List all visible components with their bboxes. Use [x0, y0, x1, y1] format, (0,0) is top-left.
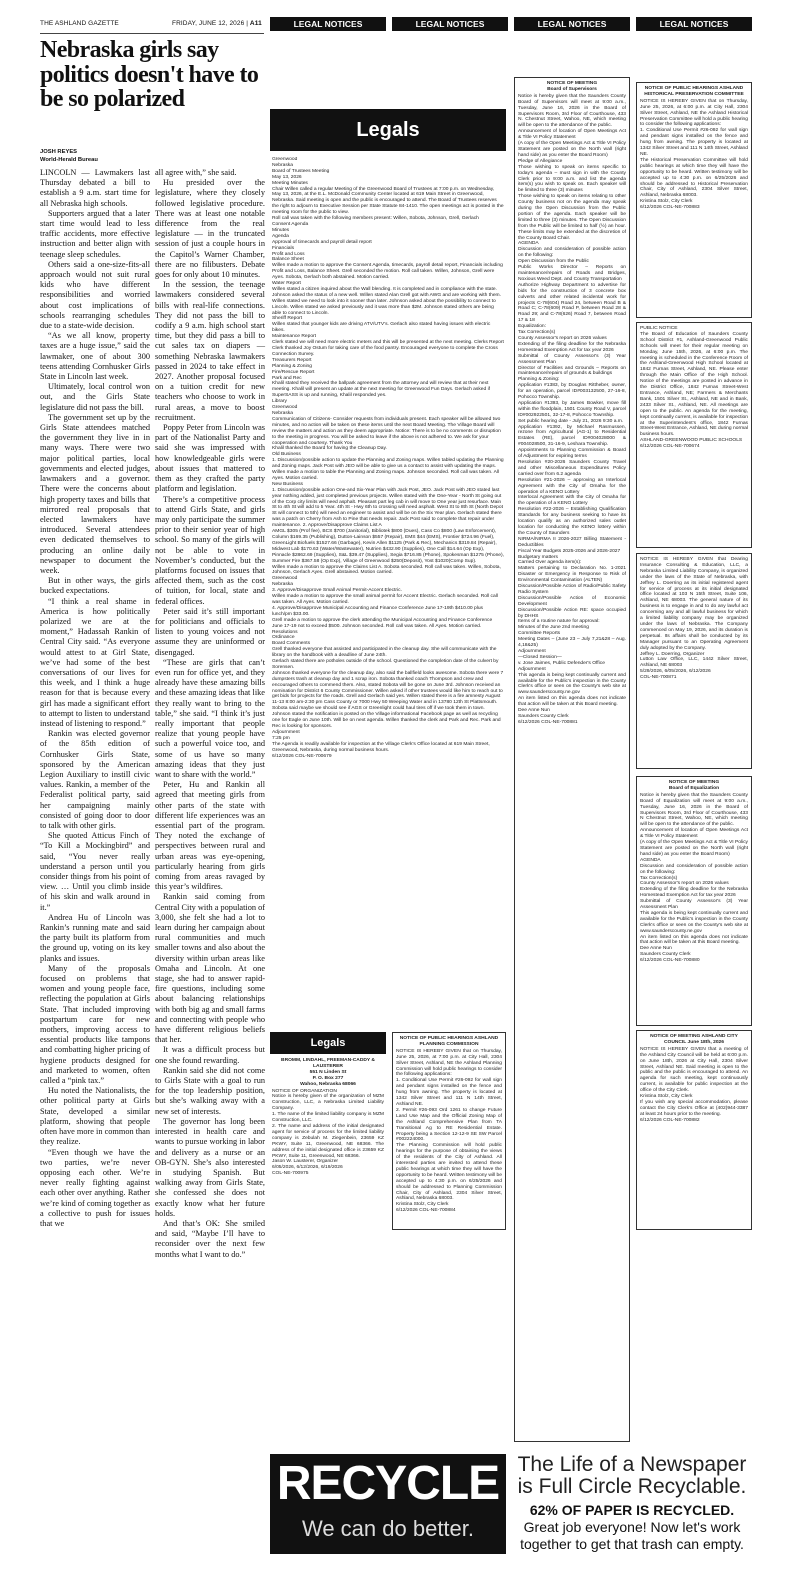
article-paragraph: Andrea Hu of Lincoln was Rankin’s running mate and said the party built its platform from the ground up, voting on its key planks and issues. — [40, 912, 150, 963]
recycle-ad — [270, 1454, 506, 1554]
article-paragraph: She quoted Atticus Finch of “To Kill a Mockingbird” and said, “You never really understand a person until you consider things from his point of view. … Until you climb inside of his skin and walk around in it.” — [40, 831, 150, 912]
notice-text: PUBLIC NOTICE The Board of Education of Saunders County School District #1, Ashland-Greenwood Public Schools will meet for their regular meeting on Monday, June 15th, 2026, at 6:00 p.m. The meeting is scheduled in the Conference Room of the Ashland-Greenwood High School located at 1842 Furnas Street, Ashland, NE. Please enter through the Main Office of the High School. Notice of the meetings are posted in advance in the District Office, 1842 Furnas Street-West Entrance, Ashland, NE; Farmers & Merchants Bank, 1501 Silver St., Ashland, NE and in Bank, 2433 Silver St., Ashland, NE. All meetings are open to the public. An agenda for the meeting, kept continually current, is available for inspection at the Superintendent's office, 1842 Furnas Street-West Entrance, Ashland, NE during normal business hours. ASHLAND-GREENWOOD PUBLIC SCHOOLS 6/12/2026 COL-NE-700674 — [640, 326, 748, 450]
article-paragraph: There’s a competitive process to attend Girls State, and girls may only participate the summer prior to their senior year of high school. So many of the girls will not be able to vote in November’s conducted, but the platforms focused on issues that affected them, such as the cost of tuition, for local, state and federal offices. — [155, 494, 265, 606]
article-paragraph: Ultimately, local control won out, and the Girls State legislature did not pass the bill. — [40, 382, 150, 412]
saunders-supervisors-notice — [514, 77, 630, 1442]
author: JOSH REYES — [40, 149, 78, 155]
dearing-llc-notice — [636, 553, 752, 769]
notice-text: Notice is hereby given that the Saunders County Board of Equalization will meet at 9:00 a.m., Tuesday, June 16, 2026 in the Board of Supervisors Room, 3rd Floor of Courthouse, 433 N Chestnut Street, Wahoo, NE, which meeting will be open to the attendance of the public. Announcement of location of Open Meetings Act & Title VI Policy Statement (A copy of the Open Meetings Act & Title VI Policy Statement are posted on the North wall (right hand side) as you enter the Board Room) AGENDA Discussion and consideration of possible action on the following: Tax Correction(s) County Assessor's report on 2026 values Extending of the filing deadline for the Nebraska Homestead Exemption Act for tax year 2026 Submittal of County Assessor's (3) Year Assessment Plan This agenda is being kept continually current and available for the Public's inspection in the County Clerk's office or seen on the County's web site at www.saunderscounty.ne.gov An item listed on this agenda does not indicate that action will be taken at this Board meeting. Dee Anne Nun Saunders County Clerk 6/12/2026 COL-NE-700880 — [640, 792, 748, 964]
equalization-notice — [636, 776, 752, 1026]
bureau: World-Herald Bureau — [40, 156, 98, 163]
notice-title: BROMM, LINDAHL, FREEMAN-CADDY & LAUSTERER 551 N Linden St P. O. Box 277 Wahoo, Nebraska 68066 — [281, 1058, 375, 1087]
article-paragraph: It was a difficult process but one she found rewarding. — [155, 1045, 265, 1065]
article-paragraph: In the session, the teenage lawmakers considered several bills with real-life connections. They did not pass the bill to codify a 9 a.m. high school start time, but they did pass a bill to cut sales tax on diapers — something Nebraska lawmakers passed in 2024 to take effect in 2027. Another proposal focused on a tuition credit for new teachers who choose to work in rural areas, a move to boost recruitment. — [155, 280, 265, 422]
notice-text: NOTICE IS HEREBY GIVEN that on Thursday, June 25, 2026, at 7:00 p.m. at City Hall, 2304 Silver Street, Ashland, NE the Ashland Planning Commission will hold public hearings to consider the following applications: 1. Conditional Use Permit #26-092 for wall sign and pendant signs installed on the fence and hung from awning. The property is located at 1342 Silver Street and 111 N 14th Street, Ashland NE. 2. Permit #26-093 Ord 1261 to change Future Land Use Map and the Official Zoning Map of the Ashland Comprehensive Plan from TA Transitional Ag to RE Residential Estate. Property being a Section 12-12-9 SE SW Parcel #002224000. The Planning Commission will hold public hearings for the purpose of obtaining the views of the residents of the City of Ashland. All interested parties are invited to attend these public hearings at which time they will have the opportunity to be heard. Written testimony will be accepted up to 4:30 p.m. on 6/25/2026 and should be addressed to Planning Commission Chair, City of Ashland, 2304 Silver Street, Ashland, Nebraska 68003. Kristina Stolz, City Clerk 6/12/2026 COL-NE-700884 — [396, 1048, 502, 1214]
article-paragraph: “These are girls that can’t even run for office yet, and they already have these amazing bills and these amazing ideas that like they really want to bring to the table,” she said. “I think it’s just really important that people realize that young people have such a powerful voice too, and some of us have so many amazing ideas that they just want to share with the world.” — [155, 657, 265, 779]
historical-preservation-notice — [636, 82, 752, 318]
notice-text: Greenwood Nebraska Board of Trustees Meeting May 13, 2026 Meeting Minutes Chair Willen called a regular Meeting of the Greenwood Board of Trustees at 7:00 p.m. on Wednesday, May 13, 2026, at the E.L. McDonald Community Center located at 619 Main Street in Greenwood, Nebraska. Said meeting is open and the public is encouraged to attend. The Board of Trustees reserves the right to adjourn to Executive Session per State Statute 84-1410. The open meetings act is posted in the meeting room for the public to view. Roll call was taken with the following members present: Willen, Sobota, Johnson, Grell, Gerlach Consent Agenda Minutes Agenda Approval of timecards and payroll detail report Financials Profit and Loss Balance Sheet Willen made a motion to approve the Consent Agenda, timecards, payroll detail report, Financials including Profit and Loss, Balance Sheet. Grell seconded the motion. Roll call taken. Willen, Johnson, Grell were Ayes. Sobota, Gerlach both abstained. Motion carried. Water Report Willen stated a citizen inquired about the Wall blending. It is completed and in compliance with the state. Johnson asked the status of a new well. Willen stated Alan Grell got with AWG and are working with them. Willen stated we need to look into it sooner than later. Johnson asked about the possibility to connect to Lincoln. Willen stated we asked previously and it was more than $2M. Johnson stated others are being able to connect to Lincoln. Sheriff Report Willen stated that younger kids are driving ATV/UTV's. Gerlach also stated having issues with electric bikes. Maintenance Report Clerk stated we will need more electric meters and this will be presented at the next meeting. Clerks Report Clerk thanked Joy Ostum for taking care of the food pantry. Encouraged everyone to complete the Cross Connection Survey. Treasurers Report Planning & Zoning Fire/Rescue Report Park and Rec Khalil stated they received the ballpark agreement from the attorney and will review that at their next meeting. Khalil will present an update at the next meeting for Greenwood Fun Days. Gerlach asked if SuperSASS is up and running, Khalil responded yes. Library Greenwood Nebraska Communication of Citizens- Consider requests from individuals present. Each speaker will be allowed two minutes, and no action will be taken on these items until the next Board Meeting. The Village Board will review the matters and action as they deem appropriate. Notice: There is to be no comments or disruption to the meeting in progress. You will be asked to leave if the above is not adhered to. We ask for your cooperation and courtesy. Thank You Khalil thanked the Board for having the Cleanup Day. Old Business 1. Discussion/possible action to update the Planning and Zoning maps. Willen tabled updating the Planning and Zoning maps. Jack Post with JEO will be able to give us a contact to assist with updating the maps. Willen made a motion to table the Planning and Zoning maps. Johnson seconded. Roll call was taken. All Ayes. Motion carried. New Business 1. Discussion/possible action One-and Six-Year Plan with Jack Post, JEO. Jack Post with JEO stated last year nothing added, just completed previous projects. Willen stated with the One-Year - North St going out of the Corp city limits will need asphalt. Pleasant part leg cab in will move to One year just resurface. Main St to 4th St will add to 5 Year. 4th St - Hwy 6th to crossing will need asphalt. West St to 8th St (North Depot St will connect to 5th) will need an engineer to assist and will be on the Six Year plan. Gerlach stated there was a patch on Cherry from Ash to Pine that needs repair. Jack Post said to complete that repair under maintenance. 2. Approve/Disapprove Claims List A AMGL $305 (Prof fee), BCS $700 (Janitorial), Bibliotek $800 (Dues), Cass Co $800 (Law Enforcement), Column $169.35 (Publishing), Dutton-Lainson $557 (Repair), EMS $44 (EMS), Frontier $724.96 (Fuel), GreenLight Biofuels $1527.66 (Garbage), Kevin Allen $1125 (Park & Rec), Mechanics $319.84 (Repair), Midwest Lab $170.63 (Water/Wastewater), Nutrien $432.90 (Supplies), One Call $14.64 (Op Exp), Pinnacle $2862.69 (Supplies), S&L $39.47 (Supplies), Segia $716.85 (Phone), Spokesman $1275 (Phone), Summer Fire $367.58 (Op Exp), Village of Greenwood $250(Deposit), Yost $1020(Comp Sup). Willen made a motion to approve the Claims List A. Sobota seconded. Roll call was taken. Willen, Sobota, Johnson, Gerlach Ayes. Grell abstained. Motion carried. Greenwood Nebraska 3. Approve/Disapprove Small Animal Permit-Accent Electric. Willen made a motion to approve the small animal permit for Accent Electric. Gerlach seconded. Roll call was taken. All Ayes. Motion carried. 4. Approve/Disapprove Municipal Accounting and Finance Conference June 17-19th $410.00 plus lunch/pm $33.00. Grell made a motion to approve the clerk attending the Municipal Accounting and Finance Conference June 17-19 not to exceed $500. Johnson seconded. Roll call was taken. All Ayes. Motion carried. Resolutions Ordinance Board Comments Grell thanked everyone that assisted and participated in the cleanup day. She will communicate with the library on the handbook with a deadline of June 24th. Gerlach stated there are potholes outside of the school. Questioned the completion date of the culvert by Sorensen. Johnson thanked everyone for the cleanup day, also said the ballfield looks awesome. Sobota there were 7 dumpsters trash at cleanup day and 1 scrap iron. Sobota thanked coach Thompson and crew and encouraged others to commend them. Also, stated Sobota will be gone on June 3rd. Johnson received an nomination for District 6 County Commissioner. Willen asked if other trustees would like him to reach out to get bids for projects for the roads. Grell and Gerlach said yes. Willen stated there is a fire amnesty August 11-13 8:00 am-2:30 pm Cass County or 7000 Hwy 50 Weeping Water and in 13780 12th St Plattsmouth. Sobota said maybe we should see if AGS or Greenlight could haul tires off if we took them in town. Johnson stated the notification is posted on the Village informational Facebook page as well as recycling one for Eagle on June 10th. Will be on next agenda. Willen thanked the clerk and Park and Rec. Park and Rec is looking for sponsors. Adjournment 7:25 pm The Agenda is readily available for inspection at the Village Clerk's Office located at 619 Main Street, Greenwood, Nebraska, during normal business hours. 6/12/2026 COL-NE-700679 — [272, 157, 504, 759]
legal-notices-band: LEGAL NOTICES — [392, 17, 508, 31]
legals-heading: Legals — [270, 109, 506, 151]
article-paragraph: Peter, Hu and Rankin all agreed that meeting girls from other parts of the state with different life experiences was an essential part of the program. They noted the exchange of perspectives between rural and urban areas was eye-opening, particularly hearing from girls coming from areas ravaged by this year’s wildfires. — [155, 780, 265, 892]
notice-title: NOTICE OF MEETING Board of Supervisors — [546, 81, 598, 92]
newspaper-recycle-ad — [511, 1454, 753, 1554]
article-paragraph: Rankin said she did not come to Girls State with a goal to run for the top leadership position, but she’s walking away with a new set of interests. — [155, 1065, 265, 1116]
article-paragraph: The governor has long been interested in health care and wants to pursue working in labor and delivery as a nurse or an OB-GYN. She’s also interested in studying Spanish. But walking away from Girls State, she confessed she does not exactly know what her future holds. — [155, 1116, 265, 1218]
article-paragraph: And that’s OK: She smiled and said, “Maybe I’ll have to reconsider over the next few months what I want to do.” — [155, 1218, 265, 1259]
mzm-organization-notice — [272, 1058, 384, 1230]
page-number: A11 — [249, 20, 262, 27]
article-paragraph: Rankin was elected governor of the 85th edition of Cornhusker Girls State, sponsored by the American Legion Auxiliary to instill civic values. Rankin, a member of the Federalist political party, said her campaigning mainly consisted of going door to door to talk with other girls. — [40, 729, 150, 830]
article-paragraph: all agree with,” she said. — [155, 168, 237, 177]
article-paragraph: Others said a one-size-fits-all approach would not suit rural kids who have different responsibilities and worried about cost implications of schools rearranging schedules due to a state-wide decision. — [40, 259, 150, 331]
paper-name: THE ASHLAND GAZETTE — [40, 20, 119, 27]
article-paragraph: Peter said it’s still important for politicians and officials to listen to young voices and not assume they are uninformed or disengaged. — [155, 606, 265, 657]
article-paragraph: “Even though we have the two parties, we’re never opposing each other. We’re never really fighting against each other over anything. Rather we’re kind of coming together as a collective to push for issues that we — [40, 1147, 150, 1228]
ashland-planning-hearing-notice — [392, 1032, 506, 1230]
byline — [40, 149, 152, 164]
article-paragraph: But in other ways, the girls bucked expectations. — [40, 576, 150, 596]
recycle-tagline: We can do better. — [301, 1516, 475, 1541]
article-paragraph: Supporters argued that a later start time would lead to less traffic accidents, more effective instruction and better align with teenage sleep schedules. — [40, 208, 150, 259]
city-council-notice — [636, 1030, 752, 1230]
ad-stat: 62% OF PAPER IS RECYCLED. — [529, 1502, 735, 1518]
notice-text: NOTICE IS HEREBY GIVEN that on Thursday, June 25, 2026, at 6:00 p.m. at City Hall, 2304 Silver Street, Ashland, NE the Ashland Historical Preservation Committee will hold a public hearing to consider the following applications: 1. Conditional Use Permit #26-092 for wall sign and pendant signs installed on the fence and hung from awning. The property is located at 1342 Silver Street and 111 N 14th Street, Ashland NE. The Historical Preservation Committee will hold public hearings at which time they will have the opportunity to be heard. Written testimony will be accepted up to 4:30 p.m. on 6/25/2026 and should be addressed to Historical Preservation Chair, City of Ashland, 2304 Silver Street, Ashland, Nebraska 68003. Kristina Stolz, City Clerk 6/12/2026 COL-NE-700883 — [640, 98, 748, 211]
school-board-notice — [636, 322, 752, 548]
notice-text: NOTICE OF ORGANIZATION Notice is hereby given of the organization of MZM Construction, LLC, a Nebraska Limited Liability Company. 1. The name of the limited liability company is MZM Construction, LLC. 2. The name and address of the initial designated agent for service of process for the limited liability company is Zebulah M. Ziegenbein, 23659 KZ PKWY, Suite 11, Greenwood, NE 68366. The address of the initial designated office is 23659 KZ PKWY, Suite 11, Greenwood, NE 68366. Jason W. Lausterer, Organizer 6/05/2026, 6/12/2026, 6/19/2026 COL-NE-700975 — [272, 1088, 384, 1177]
article-paragraph: “As we all know, property taxes are a huge issue,” said the lawmaker, one of about 300 teens attending Cornhusker Girls State in Lincoln last week. — [40, 331, 150, 382]
recycle-headline: RECYCLE — [276, 1457, 500, 1510]
article-column-2 — [155, 168, 265, 1260]
notice-text: NOTICE IS HEREBY GIVEN that Dearing Insurance Consulting & Education, LLC, a Nebraska Limited Liability Company, is organized under the laws of the State of Nebraska, with Jeffrey L. Doerring as its initial registered agent for service of process at its initial designated office located at 103 N 15th Street, Suite 106, Ashland, NE 68003. The general nature of its business is to engage in and to do any lawful act concerning any and all lawful business for which a limited liability company may be organized under the laws of Nebraska. The Company commenced on May 19, 2026, and its duration is perpetual. Its affairs shall be conducted by its Manager pursuant to an Operating Agreement duly adopted by the Company. Jeffrey L. Doerring, Organizer Lutton Law Office, LLC, 1442 Silver Street, Ashland, NE 68003 5/29/2026, 6/05/2026, 6/12/2026 COL-NE-700871 — [640, 557, 748, 681]
article-paragraph: Hu presided over the legislature, where they closely followed legislative procedure. There was at least one notable difference from the real legislature — in the truncated session of just a couple hours in the Capitol’s Warner Chamber, there are no filibusters. Debate goes for only about 10 minutes. — [155, 178, 265, 280]
notice-text: Notice is hereby given that the Saunders County Board of Supervisors will meet at 9:00 a.m., Tuesday, June 16, 2026 in the Board of Supervisors Room, 3rd Floor of Courthouse, 433 N. Chestnut Street, Wahoo, NE, which meeting will be open to the attendance of the public. Announcement of location of Open Meetings Act & Title VI Policy Statement (A copy of the Open Meetings Act & Title VI Policy Statement are posted on the North wall (right hand side) as you enter the Board Room) Pledge of Allegiance Those wishing to speak on items specific to today's agenda – must sign in with the County Clerk prior to 9:00 a.m. and list the agenda item(s) you wish to speak on. Each speaker will be limited to three (3) minutes Those wishing to speak on items relating to other County business not on the agenda may speak during the Open Discussion from the Public portion of the agenda. Each speaker will be limited to three (3) minutes. The Open Discussion from the Public will be limited to half (½) an hour. These limits may be extended at the discretion of the County Board Chair. AGENDA Discussion and consideration of possible action on the following: Open Discussion from the Public Public Works Director – Reports on maintenance/repairs of Roads and Bridges, Noxious Weed Dept. and County Transportation Authorize Highway Department to advertise for bids for the construction of 3 concrete box culverts and other related incidental work for projects C-78(604) Road 24, between Road B & Road C; C-78(609) Road P, between Road 28 & Road 29; and C-78(626) Road 7, between Road 17 & 18 Equalization: Tax Correction(s) County Assessor's report on 2026 values Extending of the filing deadline for the Nebraska Homestead Exemption Act for tax year 2026 Submittal of County Assessor's (3) Year Assessment Plan Director of Facilities and Grounds – Reports on maintenance/repairs of grounds & buildings Planning & Zoning: Application #1383, by Douglas Rittheber, owner, for an operation, parcel ID#003132500, 27-16-8, Pohocco Township. Application #1393, by James Bowker, move fill within the floodplain, 1501 County Road V, parcel ID#002922501, 32-17-8, Pohocco Township. Set public hearing date - July 21, 2026 9:30 a.m. Application #1392, by Michael Rasmussen, rezone from Agricultural (AG-1) to Residential Estates (RE), parcel ID#004028000 & #004028500, 31-16-9, Leshara Township. Appointments to Planning Commission & Board of Adjustment for expiring terms Resolution #20-2026 Saunders County Travel and other Miscellaneous Expenditures Policy carried over from 6.2 agenda Resolution #21-2026 – approving an Interlocal Agreement with the City of Omaha for the operation of a KENO Lottery Interlocal Agreement with the City of Omaha for the operation of a KENO Lottery Resolution #22-2026 – Establishing Qualification Standards for any business seeking to have its location qualify as an authorized sales outlet location for conducting the KENO lottery within the County of Saunders NIRMA/NIRMA II 2026-2027 Billing Statement - Deductibles Fiscal Year Budgets 2025-2026 and 2026-2027 Budgetary matters Carried Over agenda item(s): Matters pertaining to Declaration No. 1-2021 Disaster or Emergency in Response to Risk of Environmental Contamination (ALTEN) Discussion/Possible Action of Radio/Public Safety Radio System Discussion/Possible Action of Economic Development Discussion/Possible Action RE: space occupied by DHHS Items of a routine nature for approval: Minutes of the June 2nd meeting Committee Reports Meeting Dates – (June 23 – July 7,21&28 – Aug. 4,18&25) Adjournment —Closed Session— v. Jose Jaimes, Public Defender's Office Adjournment This agenda is being kept continually current and available for the Public's inspection in the County Clerk's office or seen on the County's web site at www.saunderscounty.ne.gov An item listed on this agenda does not indicate that action will be taken at this Board meeting. Dee Anne Nun Saunders County Clerk 6/12/2026 COL-NE-700881 — [518, 93, 626, 725]
article-paragraph: Many of the proposals focused on problems that women and young people face, reflecting the population at Girls State. That included improving postpartum care for new mothers, improving access to essential products like tampons and combatting higher pricing of hygiene products designed for and marketed to women, often called a “pink tax.” — [40, 963, 150, 1086]
ad-message: Great job everyone! Now let's work together to get that trash can empty. — [520, 1519, 744, 1552]
article-paragraph: Poppy Peter from Lincoln was part of the Nationalist Party and said she was impressed with how knowledgeable girls were about issues that mattered to them as they crafted the party platform and legislation. — [155, 423, 265, 494]
header-rule — [40, 33, 264, 34]
article-paragraph: Rankin said coming from Central City with a population of 3,000, she felt she had a lot to learn during her campaign about rural communities and much smaller towns and also about the diversity within urban areas like Omaha and Lincoln. At one stage, she had to answer rapid-fire questions, including some about balancing relationships with both big ag and small farms and connecting with people who have different religious beliefs that her. — [155, 892, 265, 1045]
notice-title: NOTICE OF PUBLIC HEARINGS ASHLAND PLANNING COMMISSION — [399, 1036, 499, 1047]
issue-date: FRIDAY, JUNE 12, 2026 — [172, 20, 245, 27]
legal-notices-band: LEGAL NOTICES — [270, 17, 386, 31]
article-paragraph: “I think a real shame in America is how politically polarized we are at the moment,” Hadassah Rankin of Central City said. “As everyone would attest to at Girl State, we’ve had some of the best conversations of our lives for this week, and I think a huge reason for that is because every girl has made a significant effort to attempt to listen to understand instead of listening to respond.” — [40, 596, 150, 728]
legals-heading-small: Legals — [270, 1032, 386, 1054]
ad-headline: The Life of a Newspaper is Full Circle Recyclable. — [517, 1453, 747, 1498]
notice-title: NOTICE OF PUBLIC HEARINGS ASHLAND HISTORICAL PRESERVATION COMMITTEE — [644, 86, 744, 97]
notice-title: NOTICE OF MEETING ASHLAND CITY COUNCIL June 18th, 2026 — [650, 1034, 738, 1045]
legal-notices-band: LEGAL NOTICES — [636, 17, 752, 31]
article-paragraph: The government set up by the Girls State attendees matched the government they live in in many ways. There were two major political parties, local governments and elected judges, lawmakers and a governor. There were the concerns about high property taxes and bills that mirrored real proposals that elected lawmakers have introduced. Several attendees even dedicated themselves to producing an online daily newspaper to document the week. — [40, 412, 150, 575]
article-paragraph: Hu noted the Nationalists, the other political party at Girls State, developed a similar platform, showing that people often have more in common than they realize. — [40, 1086, 150, 1147]
masthead: THE ASHLAND GAZETTE FRIDAY, JUNE 12, 2026 | A11 — [40, 20, 262, 27]
greenwood-minutes-notice — [272, 157, 504, 1021]
article-paragraph: LINCOLN — Lawmakers last Thursday debated a bill to establish a 9 a.m. start time for all Nebraska high schools. — [40, 168, 150, 208]
notice-text: NOTICE IS HEREBY GIVEN that a meeting of the Ashland City Council will be held at 6:00 p.m. on June 18th, 2026 at City Hall, 2304 Silver Street, Ashland NE. Said meeting is open to the public and the public is encouraged to attend. An agenda for such meeting, kept continuously current, is available for public inspection at the office of the City Clerk. Kristina Stolz, City Clerk If you wish any special accommodation, please contact the City Clerk's Office at (402)944-3387 at least 24 hours prior to the meeting. 6/12/2026 COL-NE-700882 — [640, 1046, 748, 1123]
notice-title: NOTICE OF MEETING Board of Equalization — [668, 780, 720, 791]
legal-notices-band: LEGAL NOTICES — [514, 17, 630, 31]
article-headline: Nebraska girls say politics doesn't have to be so polarized — [40, 37, 259, 112]
article-column-1 — [40, 168, 150, 1229]
